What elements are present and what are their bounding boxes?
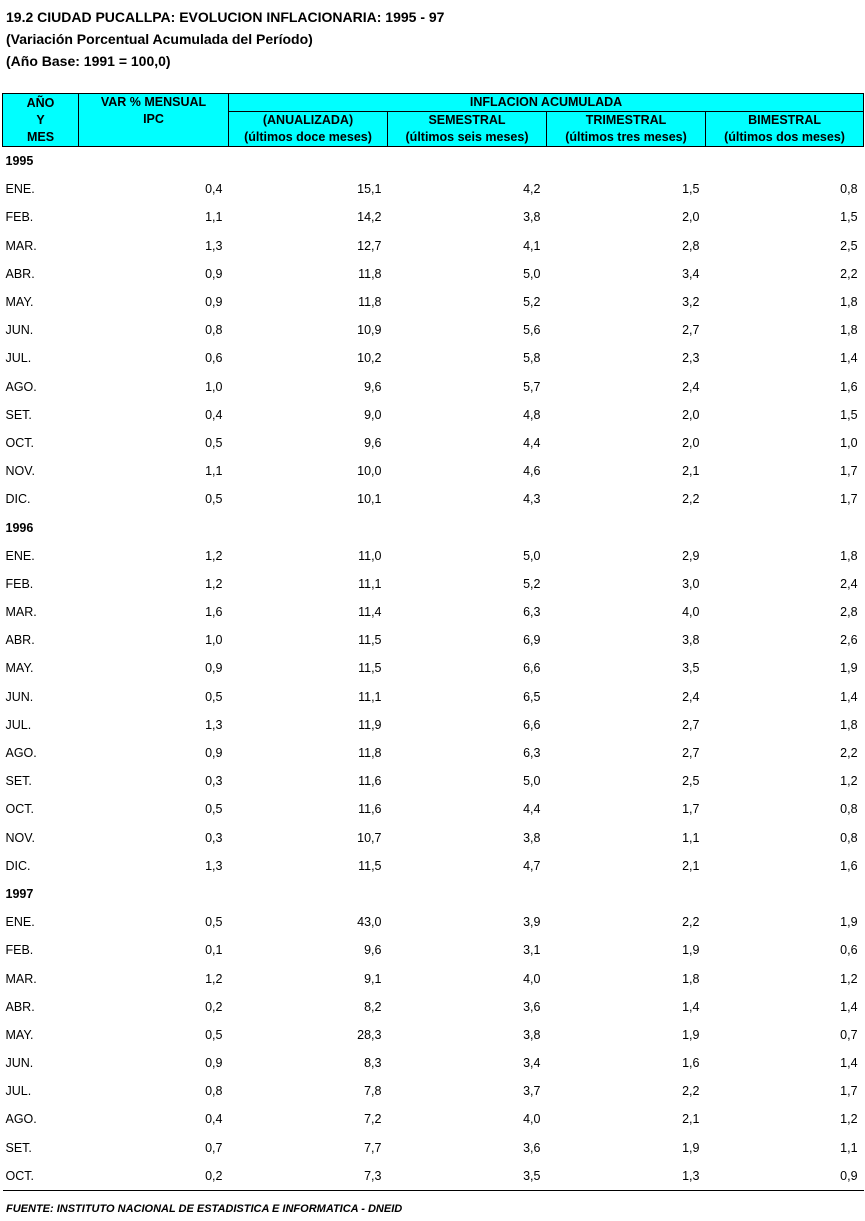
annualized-cell: 28,3 [357,1027,382,1042]
annualized-cell: 8,2 [364,999,382,1014]
table-row [3,824,864,852]
month-cell: ENE. [5,548,35,563]
header-annualized: (ANUALIZADA) (últimos doce meses) [229,112,388,147]
table-row [3,316,864,344]
annualized-cell: 10,2 [357,351,382,366]
table-row [3,401,864,429]
ipc-monthly-cell: 0,9 [205,661,223,676]
annualized-cell: 10,9 [357,323,382,338]
semestral-cell: 6,6 [523,661,541,676]
trimestral-cell: 1,8 [682,971,700,986]
bimestral-cell: 1,2 [840,774,858,789]
trimestral-cell: 2,1 [682,858,700,873]
table-row [3,203,864,231]
annualized-cell: 7,2 [364,1112,382,1127]
semestral-cell: 5,2 [523,576,541,591]
semestral-cell: 6,5 [523,689,541,704]
annualized-cell: 10,7 [357,830,382,845]
trimestral-cell: 2,0 [682,407,700,422]
semestral-cell: 3,8 [523,210,541,225]
trimestral-cell: 2,2 [682,915,700,930]
bimestral-cell: 2,2 [840,266,858,281]
bimestral-cell: 2,2 [840,746,858,761]
header-monthly-var: VAR % MENSUAL IPC [79,94,229,147]
bimestral-cell: 0,6 [840,943,858,958]
bimestral-cell: 1,5 [840,210,858,225]
annualized-cell: 10,1 [357,492,382,507]
annualized-cell: 9,6 [364,943,382,958]
bimestral-cell: 1,7 [840,1084,858,1099]
trimestral-cell: 1,1 [682,830,700,845]
semestral-cell: 5,8 [523,351,541,366]
annualized-cell: 11,5 [358,661,382,676]
bimestral-cell: 1,6 [840,858,858,873]
trimestral-cell: 3,4 [682,266,700,281]
trimestral-cell: 4,0 [682,605,700,620]
bimestral-cell: 1,2 [840,1112,858,1127]
base-year-note: (Año Base: 1991 = 100,0) [6,53,171,69]
ipc-monthly-cell: 0,8 [205,323,223,338]
semestral-cell: 4,1 [523,238,541,253]
semestral-cell: 5,0 [523,548,541,563]
table-row [3,344,864,372]
annualized-cell: 11,8 [358,746,382,761]
bimestral-cell: 1,2 [840,971,858,986]
month-cell: DIC. [5,492,31,507]
month-cell: AGO. [5,1112,37,1127]
ipc-monthly-cell: 0,5 [205,492,223,507]
trimestral-cell: 3,2 [682,295,700,310]
month-cell: AGO. [5,379,37,394]
ipc-monthly-cell: 1,0 [205,379,223,394]
bimestral-cell: 2,4 [840,576,858,591]
ipc-monthly-cell: 0,2 [205,999,223,1014]
table-header [3,94,864,147]
year-row [3,147,864,176]
semestral-cell: 4,3 [523,492,541,507]
annualized-cell: 8,3 [364,1056,382,1071]
semestral-cell: 3,8 [523,830,541,845]
annualized-cell: 14,2 [357,210,382,225]
month-cell: MAR. [5,238,37,253]
header-trimestral: TRIMESTRAL (últimos tres meses) [547,112,706,147]
trimestral-cell: 3,8 [682,633,700,648]
semestral-cell: 5,0 [523,266,541,281]
month-cell: MAR. [5,605,37,620]
trimestral-cell: 1,7 [682,802,700,817]
month-cell: OCT. [5,802,34,817]
semestral-cell: 4,8 [523,407,541,422]
trimestral-cell: 1,6 [682,1056,700,1071]
trimestral-cell: 2,7 [682,717,700,732]
month-cell: MAY. [5,1027,34,1042]
year-row [3,880,864,908]
semestral-cell: 3,1 [523,943,541,958]
month-cell: MAY. [5,295,34,310]
table-row [3,373,864,401]
ipc-monthly-cell: 1,1 [205,464,223,479]
year-label: 1995 [5,154,34,169]
month-cell: JUN. [5,689,34,704]
ipc-monthly-cell: 0,9 [205,295,223,310]
annualized-cell: 10,0 [357,464,382,479]
table-row [3,598,864,626]
semestral-cell: 6,6 [523,717,541,732]
bimestral-cell: 1,9 [840,915,858,930]
header-bimestral: BIMESTRAL (últimos dos meses) [706,112,864,147]
semestral-cell: 5,7 [523,379,541,394]
ipc-monthly-cell: 1,2 [205,548,223,563]
ipc-monthly-cell: 0,3 [205,774,223,789]
table-row [3,993,864,1021]
semestral-cell: 3,6 [523,1140,541,1155]
semestral-cell: 6,3 [523,605,541,620]
year-row [3,513,864,541]
trimestral-cell: 2,2 [682,492,700,507]
bimestral-cell: 0,8 [840,802,858,817]
month-cell: JUL. [5,351,32,366]
trimestral-cell: 2,0 [682,435,700,450]
semestral-cell: 3,7 [523,1084,541,1099]
header-semestral: SEMESTRAL (últimos seis meses) [388,112,547,147]
semestral-cell: 6,9 [523,633,541,648]
trimestral-cell: 2,0 [682,210,700,225]
ipc-monthly-cell: 0,3 [205,830,223,845]
ipc-monthly-cell: 0,4 [205,407,223,422]
annualized-cell: 11,4 [358,605,382,620]
trimestral-cell: 2,1 [682,1112,700,1127]
table-row [3,795,864,823]
title-block [6,6,444,72]
trimestral-cell: 1,4 [682,999,700,1014]
semestral-cell: 4,4 [523,435,541,450]
annualized-cell: 9,6 [364,379,382,394]
annualized-cell: 11,1 [358,689,382,704]
month-cell: FEB. [5,210,34,225]
trimestral-cell: 2,7 [682,746,700,761]
table-row [3,739,864,767]
table-row [3,1134,864,1162]
table-row [3,1162,864,1191]
trimestral-cell: 1,9 [682,1027,700,1042]
month-cell: AGO. [5,746,37,761]
table-row [3,232,864,260]
trimestral-cell: 2,3 [682,351,700,366]
semestral-cell: 3,9 [523,915,541,930]
trimestral-cell: 1,5 [682,182,700,197]
bimestral-cell: 2,5 [840,238,858,253]
ipc-monthly-cell: 0,4 [205,182,223,197]
bimestral-cell: 1,4 [840,351,858,366]
year-label: 1997 [5,886,34,901]
bimestral-cell: 1,9 [840,661,858,676]
bimestral-cell: 1,0 [840,435,858,450]
month-cell: JUL. [5,1084,32,1099]
ipc-monthly-cell: 0,9 [205,1056,223,1071]
ipc-monthly-cell: 0,8 [205,1084,223,1099]
annualized-cell: 9,0 [364,407,382,422]
annualized-cell: 43,0 [357,915,382,930]
month-cell: SET. [5,407,32,422]
ipc-monthly-cell: 0,5 [205,802,223,817]
table-row [3,288,864,316]
table-row [3,852,864,880]
table-row [3,260,864,288]
bimestral-cell: 1,1 [840,1140,858,1155]
table-row [3,1077,864,1105]
ipc-monthly-cell: 0,2 [79,1162,229,1191]
year-label: 1996 [5,520,34,535]
month-cell: NOV. [5,830,35,845]
ipc-monthly-cell: 0,9 [205,746,223,761]
annualized-cell: 11,6 [358,774,382,789]
trimestral-cell: 1,3 [547,1162,706,1191]
annualized-cell: 11,8 [358,295,382,310]
source-note: FUENTE: INSTITUTO NACIONAL DE ESTADISTICA E INFORMATICA - DNEID [6,1203,403,1215]
table-row [3,767,864,795]
table-body [3,147,864,1191]
month-cell: OCT. [5,435,34,450]
table-row [3,1021,864,1049]
table-row [3,683,864,711]
month-cell: ENE. [5,182,35,197]
bimestral-cell: 1,6 [840,379,858,394]
bimestral-cell: 2,8 [840,605,858,620]
bimestral-cell: 1,5 [840,407,858,422]
month-cell: MAY. [5,661,34,676]
ipc-monthly-cell: 0,5 [205,689,223,704]
month-cell: ABR. [5,999,35,1014]
month-cell: NOV. [5,464,35,479]
semestral-cell: 3,5 [388,1162,547,1191]
page-subtitle: (Variación Porcentual Acumulada del Período) [6,31,313,47]
bimestral-cell: 1,7 [840,464,858,479]
ipc-monthly-cell: 0,9 [205,266,223,281]
table-row [3,485,864,513]
bimestral-cell: 1,4 [840,689,858,704]
semestral-cell: 4,0 [523,971,541,986]
ipc-monthly-cell: 1,6 [205,605,223,620]
semestral-cell: 6,3 [523,746,541,761]
trimestral-cell: 3,5 [682,661,700,676]
annualized-cell: 11,0 [358,548,382,563]
bimestral-cell: 1,7 [840,492,858,507]
ipc-monthly-cell: 0,6 [205,351,223,366]
annualized-cell: 11,5 [358,858,382,873]
bimestral-cell: 1,8 [840,295,858,310]
ipc-monthly-cell: 0,5 [205,435,223,450]
ipc-monthly-cell: 1,3 [205,238,223,253]
trimestral-cell: 2,2 [682,1084,700,1099]
semestral-cell: 5,6 [523,323,541,338]
bimestral-cell: 1,8 [840,717,858,732]
semestral-cell: 4,7 [523,858,541,873]
semestral-cell: 4,2 [523,182,541,197]
trimestral-cell: 1,9 [682,943,700,958]
month-cell: FEB. [5,576,34,591]
bimestral-cell: 1,4 [840,999,858,1014]
annualized-cell: 7,3 [229,1162,388,1191]
table-row [3,1105,864,1133]
header-accumulated-group: INFLACION ACUMULADA [229,94,864,112]
month-cell: JUN. [5,323,34,338]
ipc-monthly-cell: 0,7 [205,1140,223,1155]
annualized-cell: 11,9 [358,717,382,732]
month-cell: ENE. [5,915,35,930]
table-row [3,175,864,203]
bimestral-cell: 0,8 [840,182,858,197]
month-cell: FEB. [5,943,34,958]
page-title: 19.2 CIUDAD PUCALLPA: EVOLUCION INFLACIONARIA: 1995 - 97 [6,9,445,25]
ipc-monthly-cell: 0,1 [205,943,223,958]
bimestral-cell: 0,7 [840,1027,858,1042]
annualized-cell: 11,1 [358,576,382,591]
table-row [3,626,864,654]
month-cell: DIC. [5,858,31,873]
table-row [3,711,864,739]
annualized-cell: 9,1 [364,971,382,986]
ipc-monthly-cell: 0,4 [205,1112,223,1127]
trimestral-cell: 2,9 [682,548,700,563]
annualized-cell: 11,6 [358,802,382,817]
inflation-table [2,93,864,1191]
trimestral-cell: 2,4 [682,379,700,394]
semestral-cell: 3,8 [523,1027,541,1042]
annualized-cell: 9,6 [364,435,382,450]
bimestral-cell: 0,9 [706,1162,864,1191]
semestral-cell: 3,4 [523,1056,541,1071]
bimestral-cell: 0,8 [840,830,858,845]
annualized-cell: 11,5 [358,633,382,648]
annualized-cell: 15,1 [357,182,382,197]
month-cell: SET. [5,1140,32,1155]
table-row [3,908,864,936]
semestral-cell: 4,0 [523,1112,541,1127]
trimestral-cell: 2,4 [682,689,700,704]
annualized-cell: 11,8 [358,266,382,281]
ipc-monthly-cell: 0,5 [205,1027,223,1042]
semestral-cell: 5,2 [523,295,541,310]
month-cell: MAR. [5,971,37,986]
semestral-cell: 4,6 [523,464,541,479]
bimestral-cell: 1,8 [840,323,858,338]
month-cell: ABR. [5,633,35,648]
trimestral-cell: 2,7 [682,323,700,338]
ipc-monthly-cell: 1,3 [205,717,223,732]
table-row [3,542,864,570]
table-row [3,457,864,485]
bimestral-cell: 2,6 [840,633,858,648]
trimestral-cell: 2,5 [682,774,700,789]
annualized-cell: 12,7 [357,238,382,253]
ipc-monthly-cell: 1,0 [205,633,223,648]
table-row [3,964,864,992]
table-row [3,570,864,598]
ipc-monthly-cell: 1,2 [205,971,223,986]
bimestral-cell: 1,4 [840,1056,858,1071]
table-row [3,429,864,457]
semestral-cell: 4,4 [523,802,541,817]
bimestral-cell: 1,8 [840,548,858,563]
trimestral-cell: 1,9 [682,1140,700,1155]
ipc-monthly-cell: 1,3 [205,858,223,873]
annualized-cell: 7,7 [364,1140,382,1155]
month-cell: JUN. [5,1056,34,1071]
trimestral-cell: 2,8 [682,238,700,253]
header-year-month: AÑO Y MES [3,94,79,147]
semestral-cell: 3,6 [523,999,541,1014]
table-row [3,654,864,682]
table-row [3,936,864,964]
month-cell: ABR. [5,266,35,281]
semestral-cell: 5,0 [523,774,541,789]
ipc-monthly-cell: 1,2 [205,576,223,591]
ipc-monthly-cell: 1,1 [205,210,223,225]
table-row [3,1049,864,1077]
month-cell: OCT. [3,1162,79,1191]
trimestral-cell: 3,0 [682,576,700,591]
trimestral-cell: 2,1 [682,464,700,479]
annualized-cell: 7,8 [364,1084,382,1099]
ipc-monthly-cell: 0,5 [205,915,223,930]
month-cell: JUL. [5,717,32,732]
month-cell: SET. [5,774,32,789]
